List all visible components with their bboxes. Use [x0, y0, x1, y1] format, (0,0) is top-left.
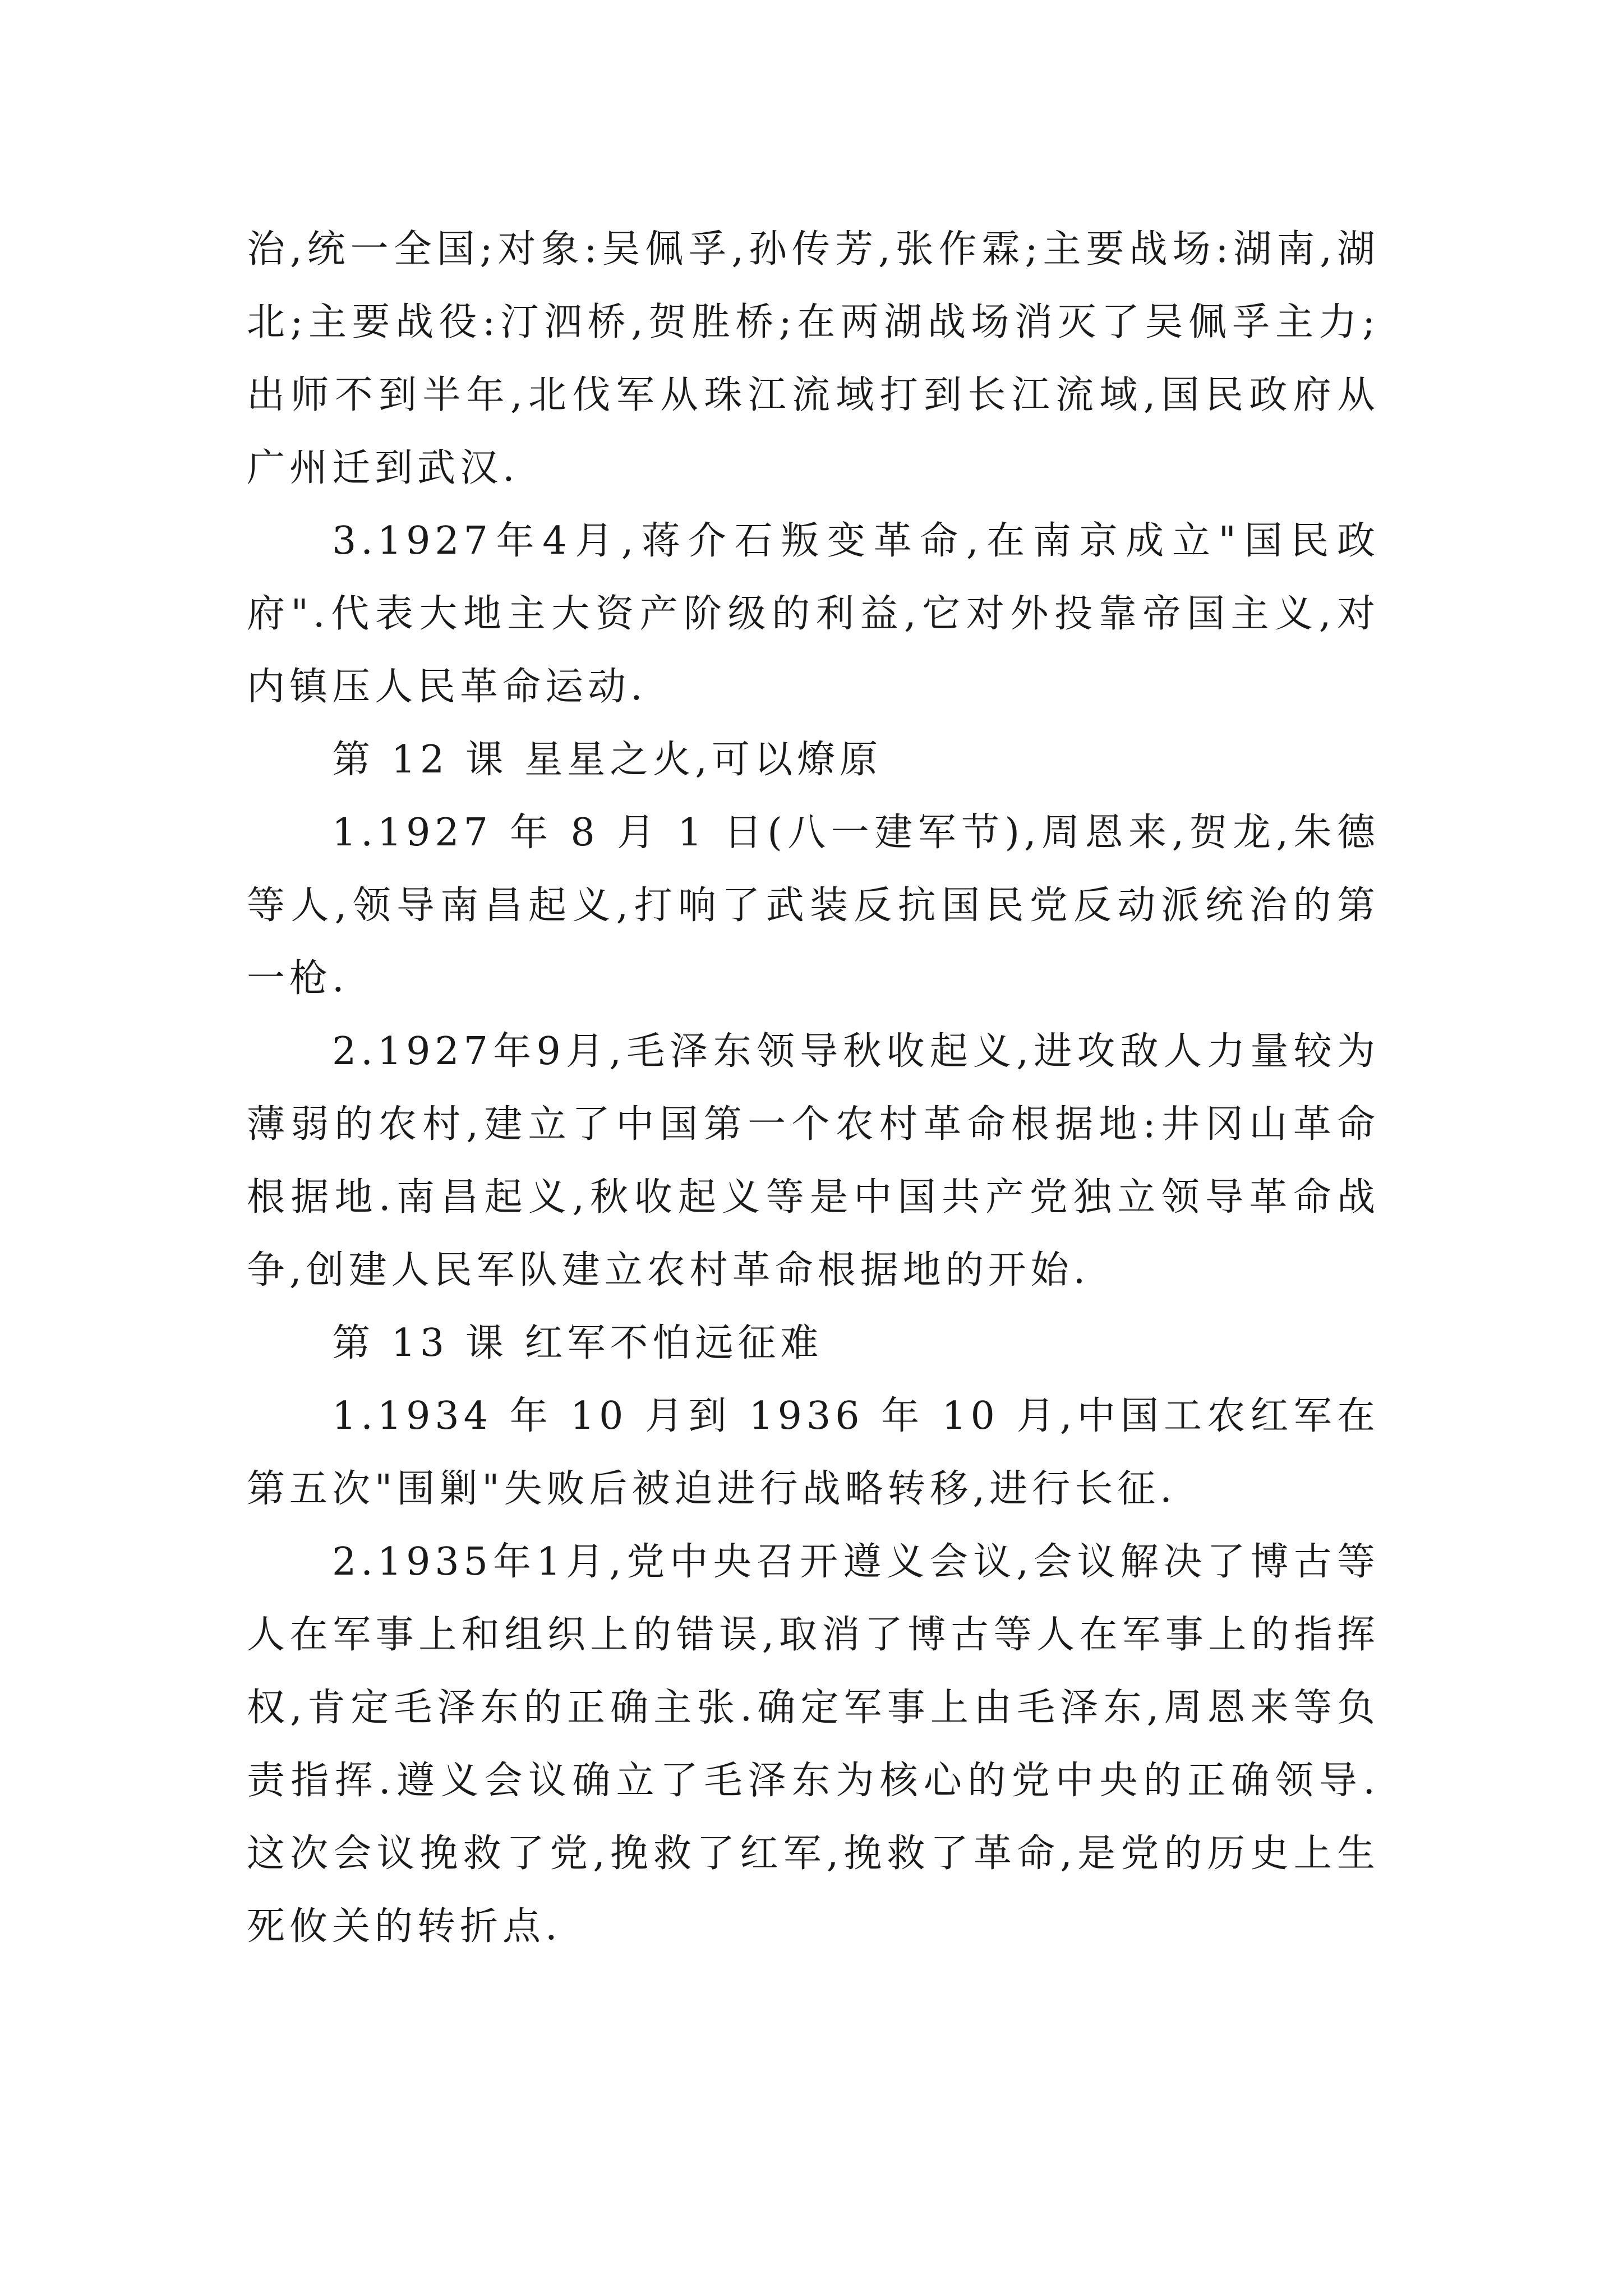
paragraph-zunyi-conference: 2.1935年1月,党中央召开遵义会议,会议解决了博古等人在军事上和组织上的错误,取消了博古等人在军事上的指挥权,肯定毛泽东的正确主张.确定军事上由毛泽东,周恩来等负责指挥.遵义会议确立了毛泽东为核心的党中央的正确领导.这次会议挽救了党,挽救了红军,挽救了革命,是党的历史上生死攸关的转折点.: [247, 1540, 1380, 1949]
paragraph-long-march: 1.1934 年 10 月到 1936 年 10 月,中国工农红军在第五次"围剿"失败后被迫进行战略转移,进行长征.: [247, 1394, 1380, 1511]
paragraph-nanchang-uprising: 1.1927 年 8 月 1 日(八一建军节),周恩来,贺龙,朱德等人,领导南昌起义,打响了武装反抗国民党反动派统治的第一枪.: [247, 811, 1380, 1001]
paragraph-northern-expedition-summary: 治,统一全国;对象:吴佩孚,孙传芳,张作霖;主要战场:湖南,湖北;主要战役:汀泗桥,贺胜桥;在两湖战场消灭了吴佩孚主力;出师不到半年,北伐军从珠江流域打到长江流域,国民政府从广州迁到武汉.: [247, 227, 1380, 490]
lesson-12-heading: 第 12 课 星星之火,可以燎原: [332, 738, 882, 782]
paragraph-nanjing-government: 3.1927年4月,蒋介石叛变革命,在南京成立"国民政府".代表大地主大资产阶级的利益,它对外投靠帝国主义,对内镇压人民革命运动.: [247, 519, 1380, 709]
document-body: [247, 213, 1380, 1963]
lesson-13-heading: 第 13 课 红军不怕远征难: [332, 1321, 823, 1365]
paragraph-autumn-harvest-uprising: 2.1927年9月,毛泽东领导秋收起义,进攻敌人力量较为薄弱的农村,建立了中国第一个农村革命根据地:井冈山革命根据地.南昌起义,秋收起义等是中国共产党独立领导革命战争,创建人民军队建立农村革命根据地的开始.: [247, 1029, 1380, 1292]
